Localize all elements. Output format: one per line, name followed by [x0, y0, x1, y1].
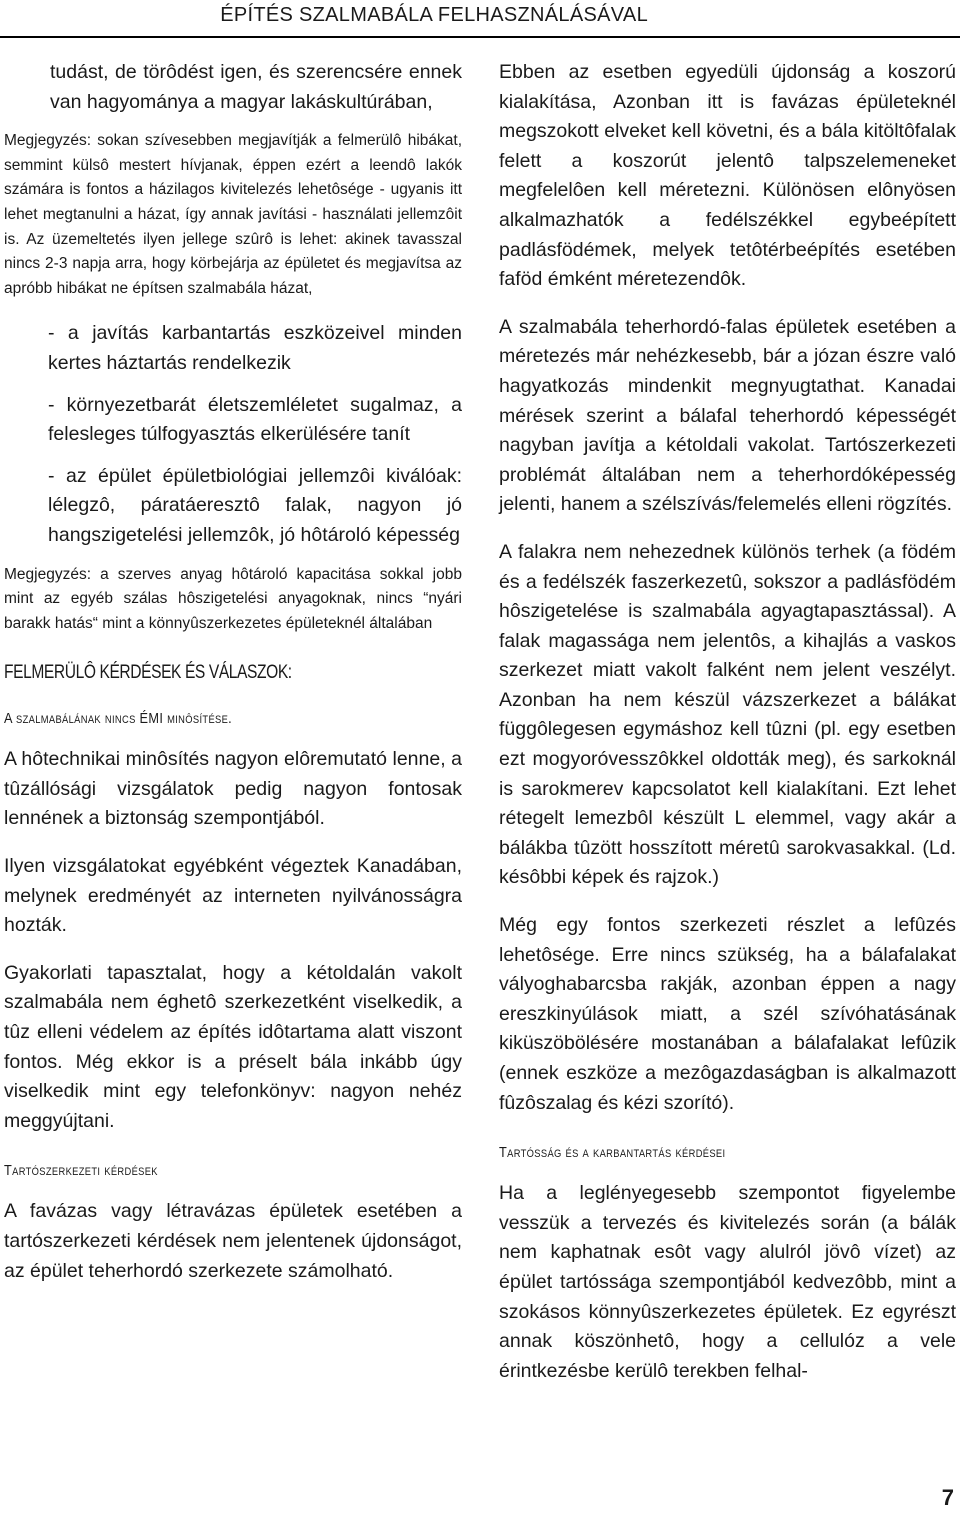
note-paragraph: Megjegyzés: sokan szívesebben megjavítják a felmerülô hibákat, semmint külsô mestert hívjanak, éppen ezért a leendô lakók számára is fontos a házilagos kivitelezés lehetôsége - ugyanis itt lehet megtanulni a házat, így annak javítási - használati jellemzôit is. Az üzemeltetés ilyen jellege szûrô is lehet: akinek tavasszal nincs 2-3 napja arra, hogy körbejárja az épületet és megjavítsa az apróbb hibákat ne építsen szalmabála házat,: [4, 132, 462, 297]
section-title: FELMERÜLÔ KÉRDÉSEK ÉS VÁLASZOK:: [4, 662, 292, 684]
body-paragraph: Ilyen vizsgálatokat egyébként végeztek Kanadában, melynek eredményét az interneten nyilvánosságra hozták.: [4, 855, 462, 937]
body-paragraph: A hôtechnikai minôsítés nagyon elôremutató lenne, a tûzállósági vizsgálatok pedig nagyon fontosak lennének a biztonság szempontjából.: [4, 748, 462, 830]
left-column: [4, 58, 462, 1286]
subsection-title: Tartószerkezeti kérdések: [4, 1162, 158, 1180]
body-paragraph: Ha a leglényegesebb szempontot figyelembe vesszük a tervezés és kivitelezés során (a bálák nem kaphatnak esôt vagy alulról jövô vízet) az épület tartóssága szempontjából kedvezôbb, mint a szokásos könnyûszerkezetes épületek. Ez egyrészt annak köszönhetô, hogy a cellulóz a vele érintkezésbe kerülô terekben felhal-: [499, 1182, 956, 1382]
subsection-title: Tartósság és a karbantartás kérdései: [499, 1144, 726, 1162]
bullet-item: - az épület épületbiológiai jellemzôi kiválóak: lélegzô, páratáeresztô falak, nagyon jó hangszigetelési jellemzôk, jó hôtároló képesség: [48, 464, 462, 546]
header-rule: [0, 36, 960, 38]
note-paragraph: Megjegyzés: a szerves anyag hôtároló kapacitása sokkal jobb mint az egyéb szálas hôszigetelési anyagoknak, nincs “nyári barakk hatás“ mint a könnyûszerkezetes épületeknél általában: [4, 565, 462, 632]
running-header: ÉPÍTÉS SZALMABÁLA FELHASZNÁLÁSÁVAL: [220, 4, 648, 26]
page-number: 7: [941, 1485, 954, 1510]
body-paragraph: A falakra nem nehezednek különös terhek (a födém és a fedélszék faszerkezetû, sokszor a padlásfödém hôszigetelése is szalmabála agyagtapasztással). A falak magassága nem jelentôs, a kihajlás a vaskos szerkezet miatt vakolt falként nem jelent veszélyt. Azonban ha nem készül vázszerkezet a bálákat függôlegesen egymáshoz kell tûzni (pl. egy esetben ezt mogyoróvesszôkkel oldották meg), és sarkoknál is sarokmerev kapcsolatot kell kialakítani. Ezt lehet rétegelt lemezbôl készült L elemmel, vagy akár a bálákba tûzött hosszított méretû sarokvasakkal. (Ld. késôbbi képek és rajzok.): [499, 540, 956, 889]
body-paragraph: A favázas vagy létravázas épületek esetében a tartószerkezeti kérdések nem jelentenek újdonságot, az épület teherhordó szerkezete számolható.: [4, 1200, 462, 1282]
intro-paragraph: tudást, de törôdést igen, és szerencsére ennek van hagyománya a magyar lakáskultúrában,: [50, 61, 462, 113]
subsection-title: A szalmabálának nincs ÉMI minôsítése.: [4, 710, 233, 728]
body-paragraph: Még egy fontos szerkezeti részlet a lefûzés lehetôsége. Erre nincs szükség, ha a bálafalakat vályoghabarcsba rakják, azonban éppen a nagy ereszkinyúlások miatt, a szél szívóhatásának kiküszöbölésére mostanában a bálafalakat lefûzik (ennek eszköze a mezôgazdaságban is alkalmazott fûzôszalag és kézi szorító).: [499, 914, 956, 1114]
body-paragraph: Gyakorlati tapasztalat, hogy a kétoldalán vakolt szalmabála nem éghetô szerkezetként viselkedik, a tûz elleni védelem az építés idôtartama alatt viszont fontos. Még ekkor is a préselt bála inkább úgy viselkedik mint egy telefonkönyv: nagyon nehéz meggyújtani.: [4, 961, 462, 1132]
body-paragraph: Ebben az esetben egyedüli újdonság a koszorú kialakítása, Azonban itt is favázas épületeknél megszokott elveket kell követni, és a bála kitöltôfalak felett a koszorút jelentô talpszelemeneket megfelelôen kell méretezni. Különösen elônyösen alkalmazhatók a fedélszékkel egybeépített padlásfödémek, melyek tetôtérbeépítés esetében faföd émként méretezendôk.: [499, 61, 956, 291]
bullet-item: - környezetbarát életszemléletet sugalmaz, a felesleges túlfogyasztás elkerülésére tanít: [48, 393, 462, 446]
right-column: [499, 58, 956, 1386]
bullet-item: - a javítás karbantartás eszközeivel minden kertes háztartás rendelkezik: [48, 322, 462, 374]
body-paragraph: A szalmabála teherhordó-falas épületek esetében a méretezés már nehézkesebb, bár a józan észre való hagyatkozás mindenkit megnyugtathat. Kanadai mérések szerint a bálafal teherhordó képességét nagyban javítja a kétoldali vakolat. Tartószerkezeti problémát általában nem a teherhordóképesség jelenti, hanem a szélszívás/felemelés elleni rögzítés.: [499, 315, 956, 516]
